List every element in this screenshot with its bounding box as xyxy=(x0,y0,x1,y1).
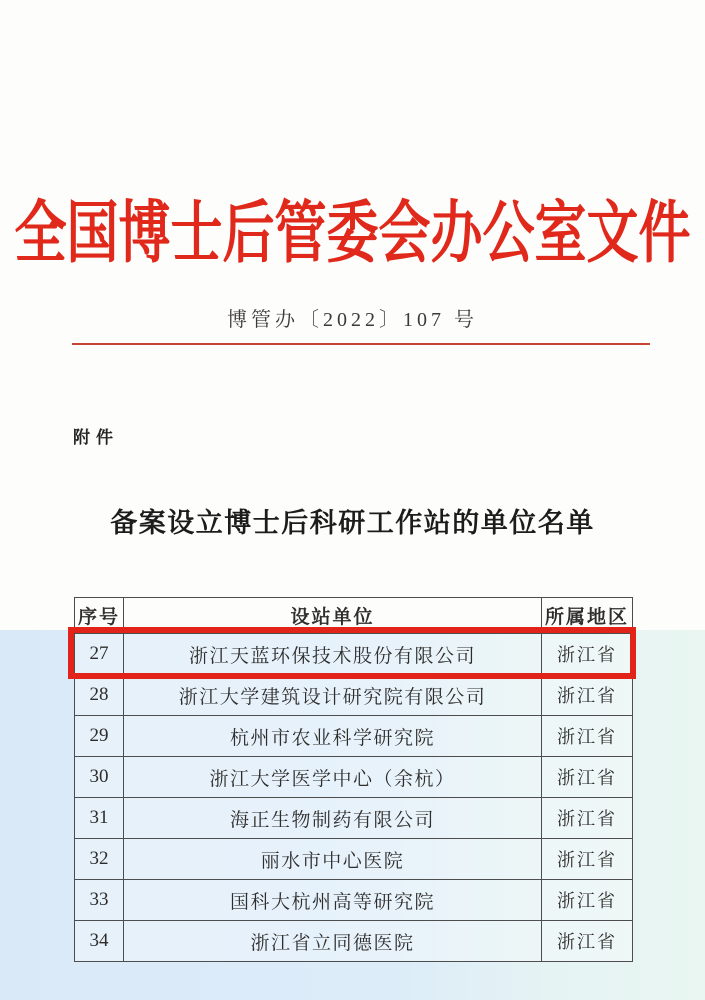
cell-unit: 杭州市农业科学研究院 xyxy=(124,716,542,757)
workstation-table xyxy=(74,597,633,962)
cell-unit: 浙江省立同德医院 xyxy=(124,921,542,962)
cell-unit: 浙江大学建筑设计研究院有限公司 xyxy=(124,675,542,716)
cell-region: 浙江省 xyxy=(542,839,633,880)
cell-no: 27 xyxy=(75,634,124,675)
table-row xyxy=(75,880,633,921)
table-row xyxy=(75,675,633,716)
cell-region: 浙江省 xyxy=(542,880,633,921)
header-cell-unit: 设站单位 xyxy=(124,598,542,634)
cell-no: 29 xyxy=(75,716,124,757)
table-row xyxy=(75,921,633,962)
cell-unit: 浙江大学医学中心（余杭） xyxy=(124,757,542,798)
table-header-row xyxy=(75,598,633,634)
header-cell-no: 序号 xyxy=(75,598,124,634)
cell-no: 32 xyxy=(75,839,124,880)
table-header xyxy=(75,598,633,634)
cell-region: 浙江省 xyxy=(542,921,633,962)
cell-no: 30 xyxy=(75,757,124,798)
header-cell-region: 所属地区 xyxy=(542,598,633,634)
cell-region: 浙江省 xyxy=(542,757,633,798)
attachment-label: 附件 xyxy=(73,428,119,447)
table-row xyxy=(75,839,633,880)
cell-no: 28 xyxy=(75,675,124,716)
red-divider-line xyxy=(72,343,650,345)
cell-unit: 浙江天蓝环保技术股份有限公司 xyxy=(124,634,542,675)
section-title: 备案设立博士后科研工作站的单位名单 xyxy=(110,508,595,538)
cell-region: 浙江省 xyxy=(542,716,633,757)
cell-unit: 丽水市中心医院 xyxy=(124,839,542,880)
cell-no: 31 xyxy=(75,798,124,839)
table-row xyxy=(75,716,633,757)
document-number: 博管办〔2022〕107 号 xyxy=(227,309,478,331)
table-row xyxy=(75,757,633,798)
cell-no: 33 xyxy=(75,880,124,921)
table-row xyxy=(75,634,633,675)
document-title: 全国博士后管委会办公室文件 xyxy=(14,197,691,272)
table-row xyxy=(75,798,633,839)
cell-region: 浙江省 xyxy=(542,675,633,716)
cell-no: 34 xyxy=(75,921,124,962)
cell-region: 浙江省 xyxy=(542,798,633,839)
table-body xyxy=(75,634,633,962)
cell-region: 浙江省 xyxy=(542,634,633,675)
cell-unit: 国科大杭州高等研究院 xyxy=(124,880,542,921)
cell-unit: 海正生物制药有限公司 xyxy=(124,798,542,839)
